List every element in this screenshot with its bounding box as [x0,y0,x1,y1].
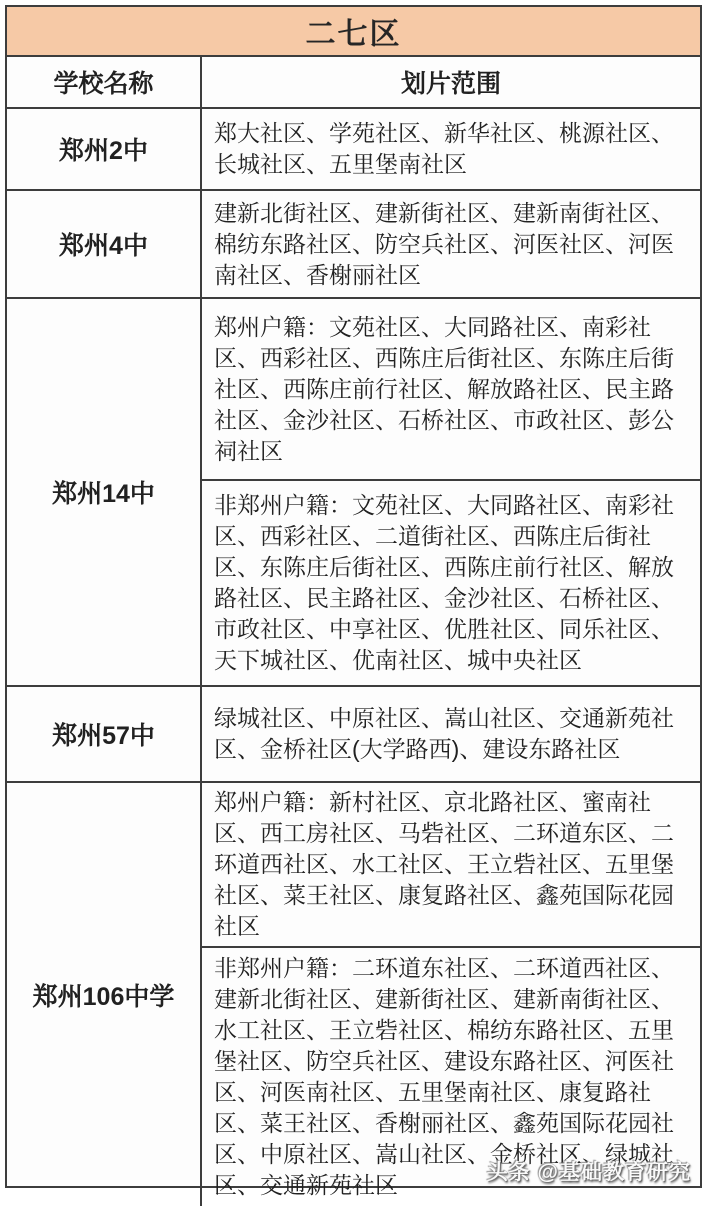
school-name: 郑州14中 [7,299,202,685]
table-row-zhengzhou-57 [7,685,700,781]
range-cell-hukou: 郑州户籍：新村社区、京北路社区、蜜南社区、西工房社区、马砦社区、二环道东区、二环道西社区、水工社区、王立砦社区、五里堡社区、菜王社区、康复路社区、鑫苑国际花园社区 [214,789,674,939]
table-row-zhengzhou-4 [7,189,700,297]
range-cell-non-hukou: 非郑州户籍：文苑社区、大同路社区、南彩社区、西彩社区、二道街社区、西陈庄后街社区、东陈庄后街社区、西陈庄前行社区、解放路社区、民主路社区、金沙社区、石桥社区、市政社区、中享社区、优胜社区、同乐社区、天下城社区、优南社区、城中央社区 [202,479,700,685]
table-row-zhengzhou-14 [7,297,700,685]
range-cell: 绿城社区、中原社区、嵩山社区、交通新苑社区、金桥社区(大学路西)、建设东路社区 [214,705,674,762]
range-column [202,299,700,685]
column-header-school: 学校名称 [7,57,202,107]
table-row-zhengzhou-2 [7,107,700,189]
column-header-range: 划片范围 [400,70,501,98]
table-header-row [7,57,700,107]
table-row-zhengzhou-106 [7,781,700,1206]
range-column [202,687,700,781]
school-name: 郑州57中 [7,687,202,781]
range-cell: 建新北街社区、建新街社区、建新南街社区、棉纺东路社区、防空兵社区、河医社区、河医南社区、香榭丽社区 [214,199,674,288]
range-column [202,783,700,1206]
school-district-table [5,5,702,1198]
range-cell-hukou: 郑州户籍：文苑社区、大同路社区、南彩社区、西彩社区、西陈庄后街社区、东陈庄后街社区、西陈庄前行社区、解放路社区、民主路社区、金沙社区、石桥社区、市政社区、彭公祠社区 [214,313,674,464]
range-column [202,109,700,189]
district-title: 二七区 [7,7,700,57]
range-cell-non-hukou: 非郑州户籍：二环道东社区、二环道西社区、建新北街社区、建新街社区、建新南街社区、水工社区、王立砦社区、棉纺东路社区、五里堡社区、防空兵社区、建设东路社区、河医社区、河医南社区、五里堡南社区、康复路社区、菜王社区、香榭丽社区、鑫苑国际花园社区、中原社区、嵩山社区、金桥社区、绿城社区、交通新苑社区 [202,946,700,1206]
watermark: 头条 @基础教育研究 [486,1161,691,1184]
school-name: 郑州2中 [7,109,202,189]
school-name: 郑州4中 [7,191,202,297]
school-name: 郑州106中学 [7,783,202,1206]
range-cell: 郑大社区、学苑社区、新华社区、桃源社区、长城社区、五里堡南社区 [214,120,674,177]
range-column [202,191,700,297]
